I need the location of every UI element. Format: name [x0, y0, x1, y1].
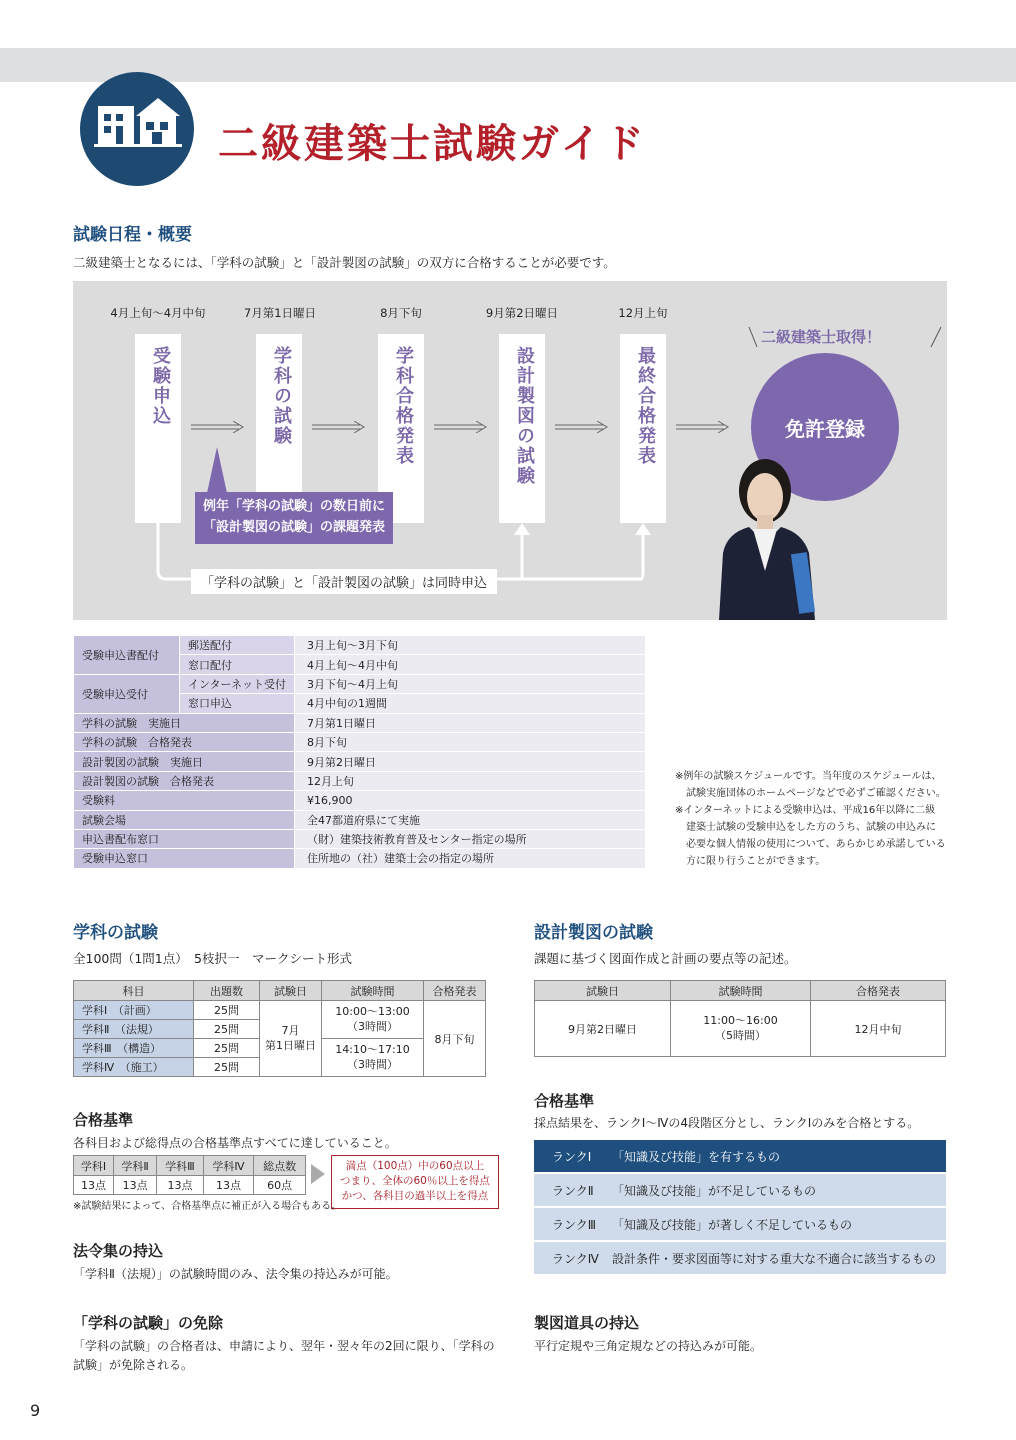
flow-step-final-result	[620, 334, 666, 523]
rank-text: 設計条件・要求図面等に対する重大な不適合に該当するもの	[612, 1251, 937, 1266]
schedule-label: 学科の試験 実施日	[74, 713, 295, 732]
tools-description: 平行定規や三角定規などの持込みが可能。	[534, 1339, 763, 1353]
exam-duration: （3時間）	[347, 1019, 398, 1033]
flow-date-4: 9月第2日曜日	[485, 306, 559, 320]
pass-note: ※試験結果によって、合格基準点に補正が入る場合もある。	[73, 1201, 342, 1212]
schedule-value: 3月上旬〜3月下旬	[295, 636, 646, 655]
table-row	[535, 1001, 946, 1057]
note-line: 必要な個人情報の使用について、あらかじめ承諾している	[686, 839, 946, 850]
threshold-line: かつ、各科目の過半以上を得点	[341, 1190, 489, 1203]
table-row	[74, 713, 646, 732]
rank-label: ランクⅡ	[552, 1183, 594, 1198]
subject-name: 学科Ⅲ （構造）	[74, 1039, 194, 1058]
schedule-value: 7月第1日曜日	[295, 713, 646, 732]
flow-date-3: 8月下旬	[380, 306, 422, 320]
simultaneous-application-label: 「学科の試験」と「設計製図の試験」は同時申込	[191, 569, 497, 594]
design-description: 課題に基づく図面作成と計画の要点等の記述。	[534, 951, 797, 966]
flow-step-application	[135, 334, 181, 523]
note-line: ※例年の試験スケジュールです。当年度のスケジュールは、	[675, 771, 942, 782]
subject-name: 学科Ⅱ （法規）	[74, 1020, 194, 1039]
rank-text: 「知識及び技能」が不足しているもの	[612, 1183, 817, 1198]
schedule-group-label: 受験申込受付	[74, 674, 180, 713]
schedule-value: （財）建築技術教育普及センター指定の場所	[295, 829, 646, 848]
column-header: 出題数	[194, 981, 260, 1001]
note-line: 建築士試験の受験申込をした方のうち、試験の申込みに	[686, 822, 936, 833]
flow-step-design-exam	[499, 334, 545, 523]
license-registration-label: 免許登録	[785, 416, 865, 441]
table-row	[74, 1176, 306, 1195]
schedule-label: 設計製図の試験 実施日	[74, 752, 295, 771]
rank-text: 「知識及び技能」を有するもの	[612, 1149, 781, 1164]
schedule-value: ¥16,900	[295, 791, 646, 810]
schedule-value: 3月下旬〜4月上旬	[295, 674, 646, 693]
flow-step-label: 学科の試験	[271, 346, 292, 446]
burst-lines-icon	[745, 325, 945, 353]
house-icon	[80, 72, 194, 186]
note-line: 試験実施団体のホームページなどで必ずご確認ください。	[686, 788, 946, 799]
threshold-line: 満点（100点）中の60点以上	[345, 1160, 485, 1172]
design-date: 9月第2日曜日	[535, 1001, 671, 1057]
overview-heading: 試験日程・概要	[73, 225, 192, 245]
score-cell: 13点	[203, 1176, 253, 1195]
design-table	[534, 980, 946, 1057]
rank-label: ランクⅢ	[552, 1217, 597, 1232]
column-header: 合格発表	[811, 981, 946, 1001]
table-header-row	[74, 981, 486, 1001]
flow-step-label: 設計製図の試験	[514, 346, 535, 486]
schedule-label: 設計製図の試験 合格発表	[74, 771, 295, 790]
house-logo	[80, 72, 194, 186]
flow-arrow-icon	[676, 421, 730, 433]
laws-description: 「学科Ⅱ（法規）」の試験時間のみ、法令集の持込みが可能。	[73, 1267, 398, 1281]
flow-step-label: 最終合格発表	[635, 346, 656, 466]
flow-arrow-icon	[555, 421, 609, 433]
column-header: 学科Ⅳ	[203, 1156, 253, 1176]
subject-count: 25問	[194, 1058, 260, 1077]
academic-table	[73, 980, 486, 1077]
table-row	[74, 791, 646, 810]
exam-day-cell	[260, 1001, 322, 1077]
schedule-label: 試験会場	[74, 810, 295, 829]
academic-heading: 学科の試験	[73, 923, 158, 943]
page-title: 二級建築士試験ガイド	[218, 121, 647, 167]
tools-heading: 製図道具の持込	[534, 1314, 640, 1332]
exam-day-line: 第1日曜日	[265, 1038, 316, 1052]
flow-arrow-icon	[312, 421, 366, 433]
schedule-value: 住所地の（社）建築士会の指定の場所	[295, 849, 646, 868]
schedule-value: 全47都道府県にて実施	[295, 810, 646, 829]
subject-name: 学科Ⅳ （施工）	[74, 1058, 194, 1077]
callout-line-2: 「設計製図の試験」の課題発表	[203, 519, 386, 535]
schedule-sub-label: 郵送配付	[180, 636, 295, 655]
schedule-label: 受験料	[74, 791, 295, 810]
rank-heading: 合格基準	[534, 1092, 595, 1110]
subject-count: 25問	[194, 1001, 260, 1020]
column-header: 試験時間	[671, 981, 811, 1001]
exemption-description-2: 試験」が免除される。	[73, 1358, 194, 1372]
rank-description: 採点結果を、ランクⅠ〜Ⅳの4段階区分とし、ランクⅠのみを合格とする。	[534, 1116, 920, 1130]
score-cell: 13点	[157, 1176, 204, 1195]
pass-threshold-box	[331, 1155, 499, 1209]
table-header-row	[74, 1156, 306, 1176]
schedule-label: 申込書配布窓口	[74, 829, 295, 848]
pass-heading: 合格基準	[73, 1111, 134, 1129]
schedule-label: 学科の試験 合格発表	[74, 732, 295, 751]
schedule-value: 12月上旬	[295, 771, 646, 790]
flow-diagram	[73, 281, 947, 620]
schedule-value: 4月中旬の1週間	[295, 694, 646, 713]
flow-step-label: 受験申込	[150, 346, 171, 426]
rank-label: ランクⅣ	[552, 1251, 599, 1266]
exemption-description-1: 「学科の試験」の合格者は、申請により、翌年・翌々年の2回に限り、「学科の	[73, 1339, 495, 1353]
flow-arrow-icon	[434, 421, 488, 433]
column-header: 科目	[74, 981, 194, 1001]
schedule-value: 9月第2日曜日	[295, 752, 646, 771]
rank-label: ランクⅠ	[552, 1149, 592, 1164]
callout-pointer-icon	[203, 447, 233, 493]
schedule-table	[73, 635, 646, 869]
design-time-cell	[671, 1001, 811, 1057]
schedule-label: 受験申込窓口	[74, 849, 295, 868]
schedule-sub-label: 窓口申込	[180, 694, 295, 713]
laws-heading: 法令集の持込	[73, 1242, 164, 1260]
rank-row-2	[534, 1174, 946, 1206]
flow-date-5: 12月上旬	[618, 306, 668, 320]
rank-text: 「知識及び技能」が著しく不足しているもの	[612, 1217, 853, 1232]
rank-row-1	[534, 1140, 946, 1172]
column-header: 学科Ⅲ	[157, 1156, 204, 1176]
column-header: 総点数	[254, 1156, 306, 1176]
academic-format: 全100問（1問1点） 5枝択一 マークシート形式	[73, 951, 352, 966]
schedule-value: 8月下旬	[295, 732, 646, 751]
score-cell: 13点	[113, 1176, 156, 1195]
page-number: 9	[30, 1401, 41, 1420]
schedule-sub-label: インターネット受付	[180, 674, 295, 693]
design-heading: 設計製図の試験	[534, 923, 653, 943]
subject-count: 25問	[194, 1039, 260, 1058]
column-header: 学科Ⅱ	[113, 1156, 156, 1176]
overview-intro: 二級建築士となるには、「学科の試験」と「設計製図の試験」の双方に合格することが必要です。	[73, 255, 616, 270]
schedule-notes	[675, 768, 955, 870]
exam-day-line: 7月	[281, 1023, 300, 1037]
design-announce: 12月中旬	[811, 1001, 946, 1057]
column-header: 試験日	[260, 981, 322, 1001]
announce-cell: 8月下旬	[424, 1001, 486, 1077]
pass-description: 各科目および総得点の合格基準点すべてに達していること。	[73, 1136, 397, 1150]
woman-photo	[705, 453, 829, 620]
exam-duration: （3時間）	[347, 1057, 398, 1071]
pass-score-table	[73, 1155, 306, 1195]
rank-row-3	[534, 1208, 946, 1240]
acquisition-label: 二級建築士取得！	[761, 328, 882, 346]
design-duration: （5時間）	[715, 1028, 766, 1042]
score-cell: 60点	[254, 1176, 306, 1195]
flow-arrow-icon	[191, 421, 245, 433]
exam-time: 14:10〜17:10	[335, 1042, 410, 1056]
exemption-heading: 「学科の試験」の免除	[73, 1314, 224, 1332]
note-line: 方に限り行うことができます。	[686, 856, 826, 867]
callout-line-1: 例年「学科の試験」の数日前に	[203, 499, 386, 514]
subject-name: 学科Ⅰ （計画）	[74, 1001, 194, 1020]
table-row	[74, 674, 646, 693]
threshold-line: つまり、全体の60％以上を得点	[340, 1175, 490, 1188]
table-row	[74, 732, 646, 751]
schedule-group-label: 受験申込書配付	[74, 636, 180, 675]
rank-row-4	[534, 1242, 946, 1274]
subject-count: 25問	[194, 1020, 260, 1039]
triangle-arrow-icon	[311, 1164, 325, 1184]
schedule-value: 4月上旬〜4月中旬	[295, 655, 646, 674]
column-header: 試験日	[535, 981, 671, 1001]
table-row	[74, 829, 646, 848]
table-row	[74, 636, 646, 655]
exam-time-cell	[322, 1039, 424, 1077]
exam-time: 10:00〜13:00	[335, 1004, 410, 1018]
column-header: 学科Ⅰ	[74, 1156, 114, 1176]
note-line: ※インターネットによる受験申込は、平成16年以降に二級	[675, 805, 936, 816]
column-header: 試験時間	[322, 981, 424, 1001]
design-time: 11:00〜16:00	[703, 1014, 778, 1028]
exam-time-cell	[322, 1001, 424, 1039]
table-row	[74, 752, 646, 771]
table-row	[74, 1001, 486, 1020]
column-header: 合格発表	[424, 981, 486, 1001]
schedule-sub-label: 窓口配付	[180, 655, 295, 674]
table-header-row	[535, 981, 946, 1001]
table-row	[74, 810, 646, 829]
table-row	[74, 771, 646, 790]
flow-date-2: 7月第1日曜日	[243, 306, 317, 320]
flow-date-1: 4月上旬〜4月中旬	[110, 306, 206, 320]
flow-step-label: 学科合格発表	[393, 346, 414, 466]
score-cell: 13点	[74, 1176, 114, 1195]
table-row	[74, 849, 646, 868]
